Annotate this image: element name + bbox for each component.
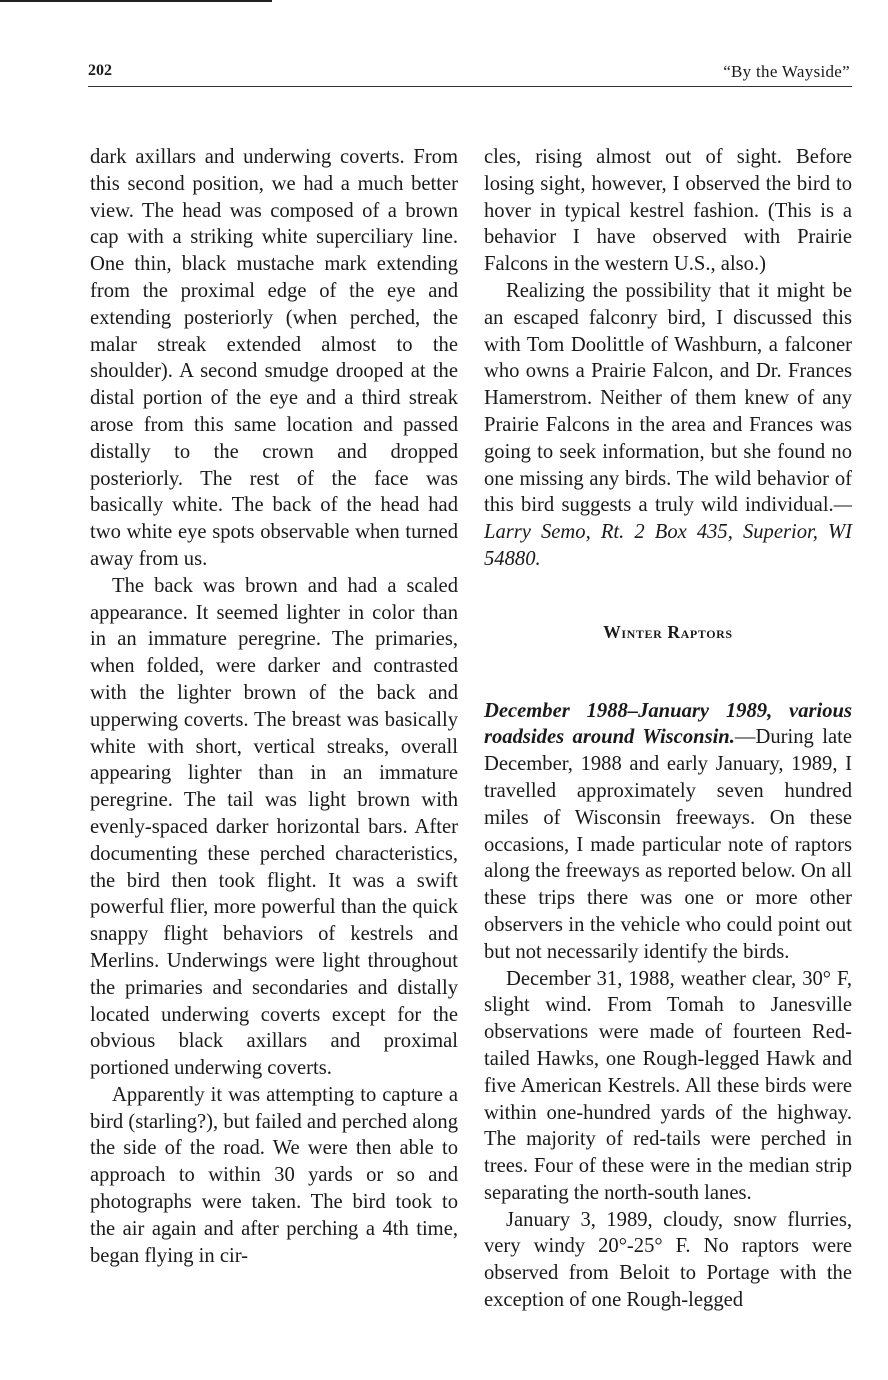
left-paragraph-1: dark axillars and underwing coverts. From this second position, we had a much better view. The head was composed of a brown cap with a striking white superciliary line. One thin, black mustache mark extending from the proximal edge of the eye and extending posteriorly (when perched, the malar streak extended almost to the shoulder). A second smudge drooped at the distal portion of the eye and a third streak arose from this same location and passed distally to the crown and dropped posteriorly. The rest of the face was basically white. The back of the head had two white eye spots observable when turned away from us. <box>90 146 458 570</box>
right-paragraph-3 <box>484 698 852 966</box>
section-heading: Winter Raptors <box>603 621 733 642</box>
page-number: 202 <box>88 62 112 79</box>
running-header <box>88 60 852 87</box>
left-paragraph-3: Apparently it was attempting to capture a bird (starling?), but failed and perched along the side of the road. We were then able to approach to within 30 yards or so and photographs were taken. The bird took to the air again and after perching a 4th time, began flying in cir- <box>90 1083 458 1267</box>
right-paragraph-5: January 3, 1989, cloudy, snow flurries, very windy 20°-25° F. No raptors were observed from Beloit to Portage with the exception of one Rough-legged <box>484 1208 852 1312</box>
right-paragraph-2 <box>484 278 852 573</box>
author-signature: —Larry Semo, Rt. 2 Box 435, Superior, WI 54880. <box>484 494 852 570</box>
right-column <box>484 144 852 1314</box>
top-edge-rule <box>0 0 272 2</box>
right-paragraph-2-text: Realizing the possibility that it might be an escaped falconry bird, I discussed this with Tom Doolittle of Washburn, a falconer who owns a Prairie Falcon, and Dr. Frances Hamerstrom. Neither of them knew of any Prairie Falcons in the area and Frances was going to seek information, but she found no one missing any birds. The wild behavior of this bird suggests a truly wild individual. <box>484 279 852 517</box>
left-column <box>90 144 458 1269</box>
right-paragraph-4: December 31, 1988, weather clear, 30° F, slight wind. From Tomah to Janesville observations were made of fourteen Red-tailed Hawks, one Rough-legged Hawk and five American Kestrels. All these birds were within one-hundred yards of the highway. The majority of red-tails were perched in trees. Four of these were in the median strip separating the north-south lanes. <box>484 967 852 1204</box>
right-paragraph-3-text: —During late December, 1988 and early January, 1989, I travelled approximately seven hundred miles of Wisconsin freeways. On these occasions, I made particular note of raptors along the freeways as reported below. On all these trips there was one or more other observers in the vehicle who could point out but not necessarily identify the birds. <box>484 726 852 963</box>
running-title: “By the Wayside” <box>723 62 850 81</box>
left-paragraph-2: The back was brown and had a scaled appearance. It seemed lighter in color than in an immature peregrine. The primaries, when folded, were darker and contrasted with the lighter brown of the back and upperwing coverts. The breast was basically white with short, vertical streaks, overall appearing lighter than in an immature peregrine. The tail was light brown with evenly-spaced darker horizontal bars. After documenting these perched characteristics, the bird then took flight. It was a swift powerful flier, more powerful than the quick snappy flight behaviors of kestrels and Merlins. Underwings were light throughout the primaries and secondaries and distally located underwing coverts except for the obvious black axillars and proximal portioned underwing coverts. <box>90 574 458 1080</box>
right-paragraph-1: cles, rising almost out of sight. Before losing sight, however, I observed the bird to hover in typical kestrel fashion. (This is a behavior I have observed with Prairie Falcons in the western U.S., also.) <box>484 146 852 276</box>
entry-lead-in: December 1988–January 1989, various roadsides around Wisconsin. <box>484 699 852 749</box>
